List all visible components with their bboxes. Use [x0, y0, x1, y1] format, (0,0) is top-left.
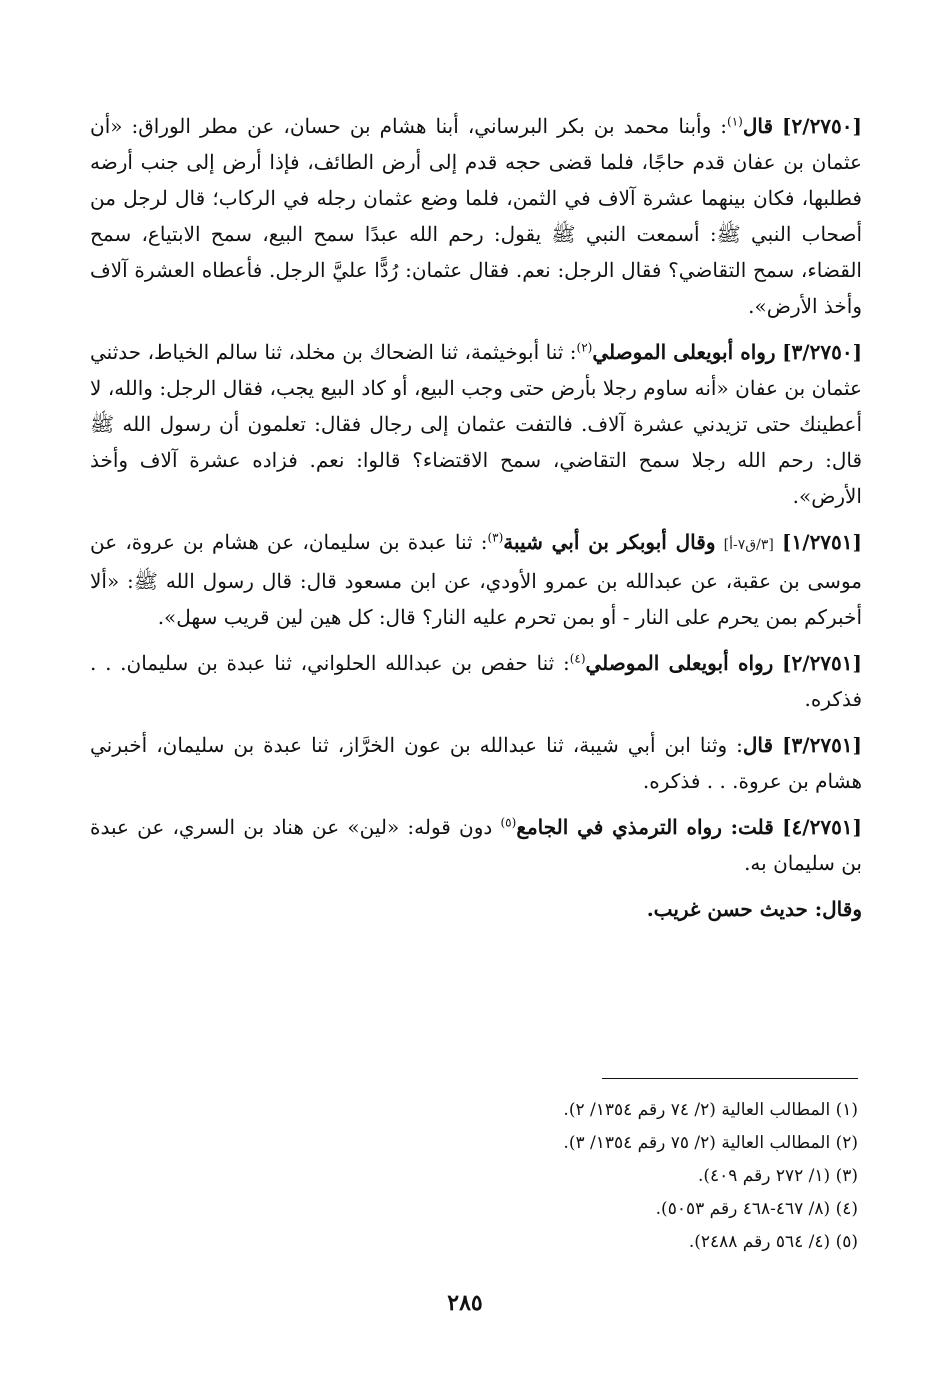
footnote: (٣) (١/ ٢٧٢ رقم ٤٠٩). [697, 1166, 858, 1186]
hadith-reference: [٣/٢٧٥١] [782, 733, 863, 757]
hadith-reference: [٢/٢٧٥١] [782, 651, 862, 675]
hadith-paragraph [90, 108, 862, 324]
hadith-text: : ثنا عبدة بن سليمان، عن هشام بن عروة، عن موسى بن عقبة، عن عبدالله بن عمرو الأودي، عن ابن مسعود قال: قال رسول الله ﷺ: «ألا أخبركم بمن يحرم على النار - أو بمن تحرم عليه النار؟ قال: كل هين لين قريب سهل». [90, 530, 862, 629]
footnote-divider [602, 1078, 858, 1079]
hadith-reference: [٢/٢٧٥٠] [782, 114, 862, 138]
main-text [90, 108, 862, 927]
footnote-marker: (٤) [569, 651, 586, 666]
hadith-paragraph [90, 809, 862, 881]
footnotes [78, 1094, 858, 1259]
footnote: (١) المطالب العالية (٢/ ٧٤ رقم ١٣٥٤/ ٢). [563, 1100, 858, 1120]
closing-line: وقال: حديث حسن غريب. [646, 897, 862, 921]
hadith-text: : ثنا أبوخيثمة، ثنا الضحاك بن مخلد، ثنا سالم الخياط، حدثني عثمان بن عفان «أنه ساوم رجلا بأرض حتى وجب البيع، أو كاد البيع يجب، فقال الرجل: والله، لا أعطينك حتى تزيدني عشرة آلاف. فالتفت عثمان إلى رجال فقال: تعلمون أن رسول الله ﷺ قال: رحم الله رجلا سمح التقاضي، سمح الاقتضاء؟ قالوا: نعم. فزاده عشرة آلاف وأخذ الأرض». [90, 340, 862, 508]
manuscript-folio-note: [٣/ق٧-أ] [723, 537, 774, 553]
hadith-text: دون قوله: «لين» عن هناد بن السري، عن عبدة بن سليمان به. [90, 815, 862, 875]
hadith-paragraph [90, 334, 862, 514]
footnote: (٢) المطالب العالية (٢/ ٧٥ رقم ١٣٥٤/ ٣). [563, 1133, 858, 1153]
narration-lead: قال [742, 733, 774, 757]
narration-lead: رواه أبويعلى الموصلي [592, 340, 776, 364]
footnote: (٥) (٤/ ٥٦٤ رقم ٢٤٨٨). [688, 1232, 858, 1252]
footnote: (٤) (٨/ ٤٦٧-٤٦٨ رقم ٥٠٥٣). [655, 1199, 858, 1219]
hadith-paragraph [90, 727, 862, 799]
narration-lead: وقال أبوبكر بن أبي شيبة [503, 530, 716, 554]
footnote-marker: (١) [727, 114, 743, 129]
narration-lead: رواه أبويعلى الموصلي [585, 651, 774, 675]
narration-lead: قال [742, 114, 774, 138]
hadith-reference: [١/٢٧٥١] [782, 530, 862, 554]
hadith-paragraph [90, 645, 862, 717]
hadith-reference: [٣/٢٧٥٠] [782, 340, 863, 364]
hadith-text: : وثنا ابن أبي شيبة، ثنا عبدالله بن عون الخرَّاز، ثنا عبدة بن سليمان، أخبرني هشام بن عروة. . . فذكره. [90, 733, 862, 793]
footnote-marker: (٢) [576, 340, 593, 355]
hadith-reference: [٤/٢٧٥١] [782, 815, 863, 839]
page-number: ٢٨٥ [447, 1290, 483, 1316]
footnote-marker: (٣) [487, 530, 504, 545]
narration-lead: قلت: رواه الترمذي في الجامع [516, 815, 774, 839]
hadith-text: : وأبنا محمد بن بكر البرساني، أبنا هشام بن حسان، عن مطر الوراق: «أن عثمان بن عفان قدم حاجًا، فلما قضى حجه قدم إلى أرض الطائف، فإذا أرض إلى جنب أرضه فطلبها، فكان بينهما عشرة آلاف في الثمن، فلما وضع عثمان رجله في الركاب؛ قال لرجل من أصحاب النبي ﷺ: أسمعت النبي ﷺ يقول: رحم الله عبدًا سمح البيع، سمح الابتياع، سمح القضاء، سمح التقاضي؟ فقال الرجل: نعم. فقال عثمان: رُدًّا عليَّ الرجل. فأعطاه العشرة آلاف وأخذ الأرض». [90, 114, 862, 318]
hadith-text: : ثنا حفص بن عبدالله الحلواني، ثنا عبدة بن سليمان. . . فذكره. [90, 651, 862, 711]
footnote-marker: (٥) [500, 815, 517, 830]
hadith-paragraph [90, 524, 862, 635]
